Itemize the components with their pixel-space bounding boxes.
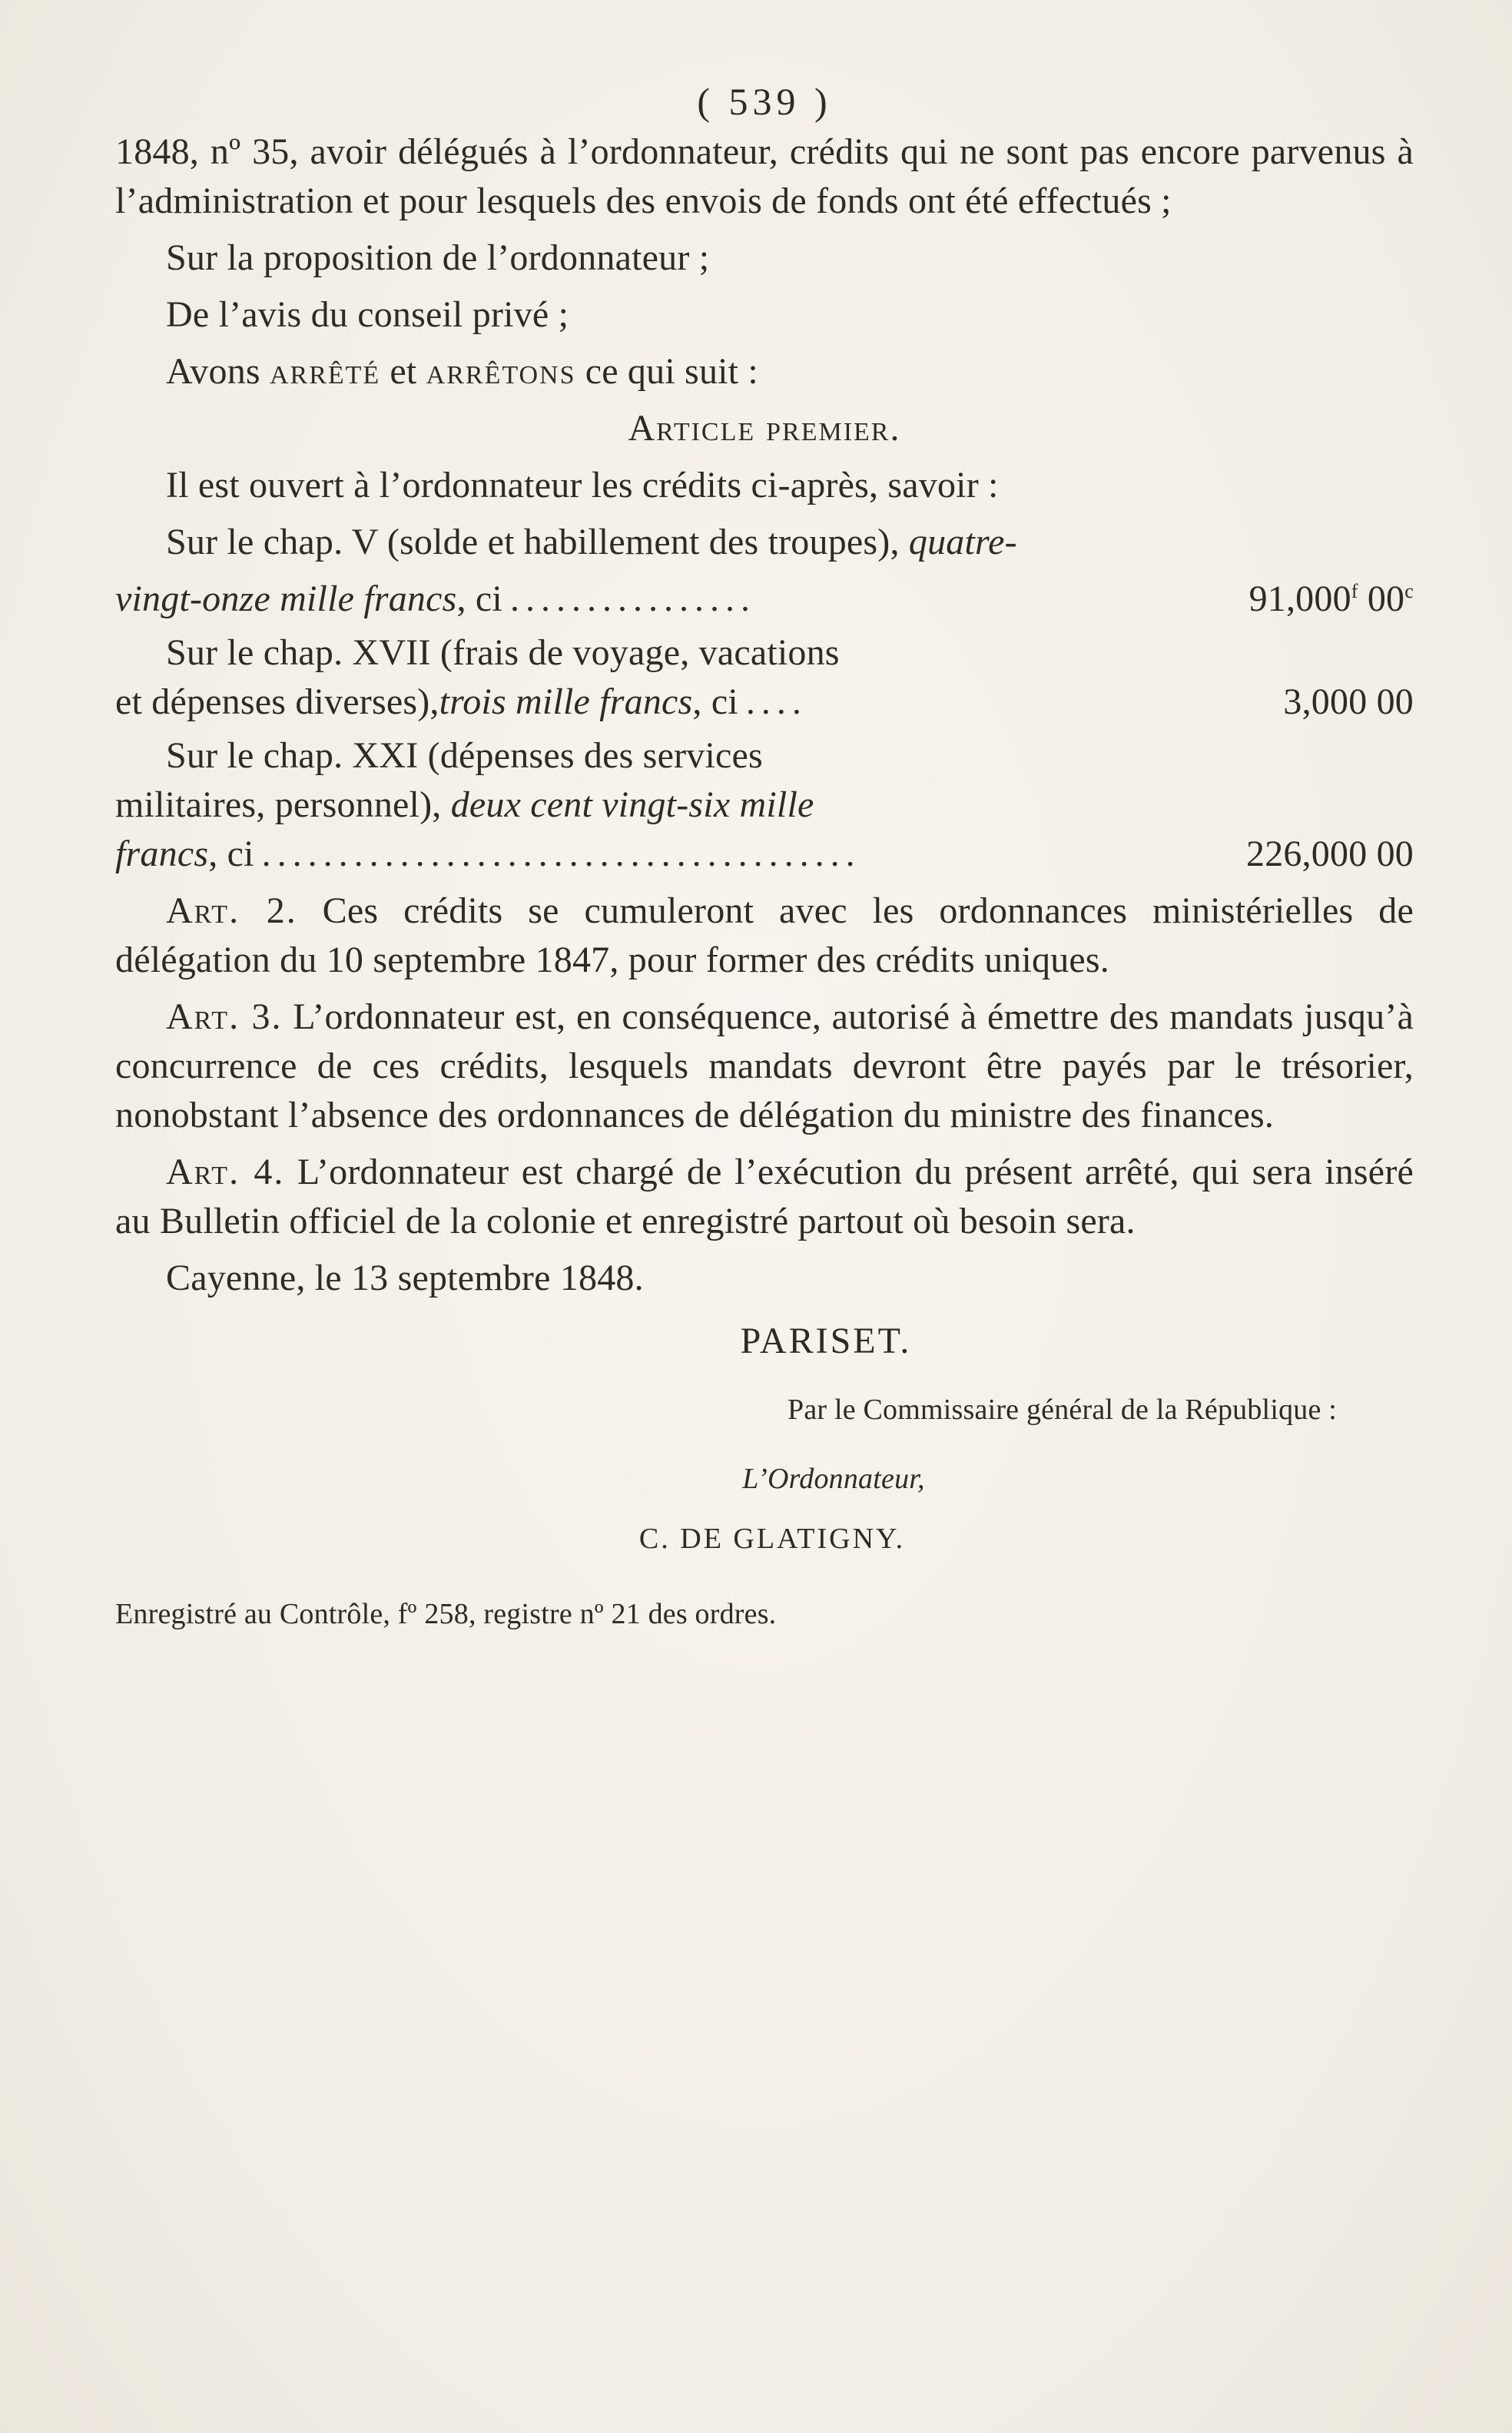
article-2-text: Ces crédits se cumuleront avec les ordonnances ministérielles de délégation du 10 septembre 1847, pour former des crédits uniques. bbox=[115, 890, 1414, 980]
suit-text: ce qui suit : bbox=[575, 351, 758, 392]
countersignature-block bbox=[115, 1391, 1414, 1633]
signature-glatigny: C. DE GLATIGNY. bbox=[638, 1523, 906, 1555]
article-4 bbox=[115, 1148, 1414, 1246]
credit-2-line2 bbox=[115, 678, 1414, 727]
registration-note: Enregistré au Contrôle, fº 258, registre nº 21 des ordres. bbox=[115, 1598, 777, 1630]
et-text: et bbox=[380, 351, 426, 392]
par-le-commissaire: Par le Commissaire général de la République : bbox=[788, 1394, 1337, 1426]
credit-2-italic: trois mille francs bbox=[439, 681, 693, 722]
amount-sup-cents: c bbox=[1404, 580, 1414, 602]
credit-1-italic: quatre- bbox=[908, 522, 1017, 562]
paragraph-avis: De l’avis du conseil privé ; bbox=[166, 294, 569, 335]
article-2-label: Art. 2. bbox=[166, 890, 297, 931]
credit-2-ci: , ci bbox=[692, 681, 738, 722]
dot-leader: ................ bbox=[509, 578, 756, 619]
credit-1-amount bbox=[1160, 567, 1414, 624]
credit-1-line1 bbox=[115, 518, 1414, 567]
article-3-text: L’ordonnateur est, en conséquence, autorisé à émettre des mandats jusqu’à concurrence de ces crédits, lesquels mandats devront être payés par le trésorier, nonobstant l’absence des ordonnances de délégation du ministre des finances. bbox=[115, 996, 1414, 1135]
credit-3-line1: Sur le chap. XXI (dépenses des services bbox=[166, 735, 763, 776]
ordonnateur-title: L’Ordonnateur, bbox=[742, 1463, 925, 1495]
article-4-label: Art. 4. bbox=[166, 1152, 285, 1192]
avons-text: Avons bbox=[166, 351, 270, 392]
credit-3-line3 bbox=[115, 830, 1414, 879]
credit-1-line2 bbox=[115, 567, 1414, 624]
document-body bbox=[115, 77, 1414, 1633]
amount-sup-francs: f bbox=[1351, 580, 1358, 602]
credit-2-line1: Sur le chap. XVII (frais de voyage, vacations bbox=[166, 632, 840, 673]
article-2 bbox=[115, 887, 1414, 985]
page-number: ( 539 ) bbox=[697, 80, 832, 123]
article1-intro: Il est ouvert à l’ordonnateur les crédits ci-après, savoir : bbox=[166, 465, 999, 505]
credit-3-italic: deux cent vingt-six mille bbox=[450, 784, 814, 825]
article-3 bbox=[115, 993, 1414, 1140]
credit-1-ci: , ci bbox=[456, 578, 502, 619]
paragraph-proposition: Sur la proposition de l’ordonnateur ; bbox=[166, 237, 710, 278]
credit-3-amount: 226,000 00 bbox=[1246, 834, 1414, 874]
signature-pariset: PARISET. bbox=[740, 1321, 912, 1361]
place-date: Cayenne, le 13 septembre 1848. bbox=[166, 1258, 644, 1298]
credit-1-text: Sur le chap. V (solde et habillement des troupes), bbox=[166, 522, 909, 562]
credit-entry-3 bbox=[115, 731, 1414, 879]
arrete-word: arrêté bbox=[269, 351, 381, 392]
article-heading: Article premier. bbox=[628, 408, 901, 449]
credit-2-text: et dépenses diverses), bbox=[115, 681, 439, 722]
credit-3-text: militaires, personnel), bbox=[115, 784, 451, 825]
paragraph-avons bbox=[115, 347, 1414, 396]
paragraph-continuation: 1848, nº 35, avoir délégués à l’ordonnateur, crédits qui ne sont pas encore parvenus à l’administration et pour lesquels des envois de fonds ont été effectués ; bbox=[115, 131, 1414, 221]
dot-leader: .... bbox=[745, 681, 807, 722]
credit-entry-2 bbox=[115, 628, 1414, 727]
credit-3-italic-2: francs bbox=[115, 834, 209, 874]
credit-2-amount: 3,000 00 bbox=[1283, 681, 1414, 722]
article-3-label: Art. 3. bbox=[166, 996, 283, 1037]
credit-3-ci: , ci bbox=[208, 834, 254, 874]
arretons-word: arrêtons bbox=[426, 351, 576, 392]
dot-leader: ....................................... bbox=[261, 834, 861, 874]
credit-entry-1 bbox=[115, 518, 1414, 624]
credit-3-line2 bbox=[115, 781, 1414, 830]
credit-1-italic-2: vingt-onze mille francs bbox=[115, 578, 457, 619]
amount-value: 91,000 bbox=[1248, 578, 1351, 619]
amount-cents: 00 bbox=[1358, 578, 1405, 619]
article-4-text: L’ordonnateur est chargé de l’exécution du présent arrêté, qui sera inséré au Bulletin officiel de la colonie et enregistré partout où besoin sera. bbox=[115, 1152, 1414, 1241]
